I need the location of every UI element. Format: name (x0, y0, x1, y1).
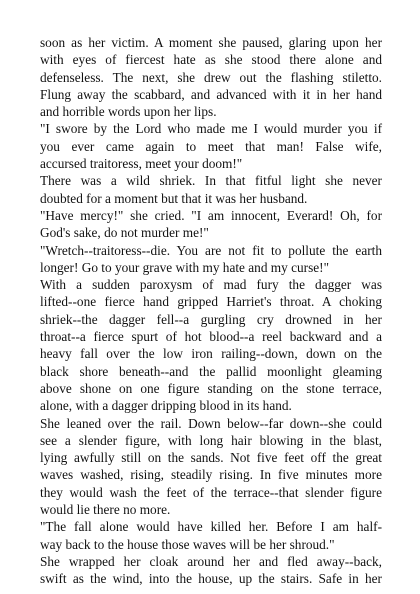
text-line: you ever came again to meet that man! False wife, (40, 138, 382, 154)
text-line: longer! Go to your grave with my hate and my curse!" (40, 259, 330, 275)
text-line: black shore beneath--and the pallid moonlight gleaming (40, 363, 382, 379)
body-text (40, 34, 382, 588)
text-line: She wrapped her cloak around her and fled away--back, (40, 553, 382, 569)
text-line: "Have mercy!" she cried. "I am innocent, Everard! Oh, for (40, 207, 382, 223)
text-line: lifted--one fierce hand gripped Harriet's throat. A choking (40, 294, 382, 310)
text-line: alone, with a dagger dripping blood in its hand. (40, 398, 292, 414)
text-line: "I swore by the Lord who made me I would murder you if (40, 121, 382, 137)
text-line: throat--a fierce spurt of hot blood--a reel backward and a (40, 329, 382, 345)
text-line: God's sake, do not murder me!" (40, 225, 209, 241)
text-line: Flung away the scabbard, and advanced with it in her hand (40, 86, 382, 102)
text-line: With a sudden paroxysm of mad fury the dagger was (40, 277, 382, 293)
text-line: see a slender figure, with long hair blowing in the blast, (40, 432, 382, 448)
text-line: accursed traitoress, meet your doom!" (40, 156, 243, 172)
text-line: swift as the wind, into the house, up the stairs. Safe in her (40, 571, 382, 587)
text-line: defenseless. The next, she drew out the flashing stiletto. (40, 69, 382, 85)
text-line: way back to the house those waves will be her shroud." (40, 536, 335, 552)
text-line: above shone on one figure standing on the stone terrace, (40, 380, 382, 396)
text-line: "The fall alone would have killed her. Before I am half- (40, 519, 382, 535)
text-line: and horrible words upon her lips. (40, 104, 217, 120)
text-line: doubted for a moment but that it was her husband. (40, 190, 308, 206)
text-line: soon as her victim. A moment she paused, glaring upon her (40, 35, 382, 50)
text-line: waves washed, rising, steadily rising. In five minutes more (40, 467, 382, 483)
text-line: "Wretch--traitoress--die. You are not fit to pollute the earth (40, 242, 382, 258)
text-line: with eyes of fiercest hate as she stood there alone and (40, 52, 382, 68)
text-line: There was a wild shriek. In that fitful light she never (40, 173, 382, 189)
text-line: lying awfully still on the sands. Not five feet off the great (40, 450, 382, 466)
text-line: they would wash the feet of the terrace--that slender figure (40, 484, 382, 500)
text-line: She leaned over the rail. Down below--far down--she could (40, 415, 382, 431)
text-line: heavy fall over the low iron railing--down, down on the (40, 346, 382, 362)
text-line: shriek--the dagger fell--a gurgling cry drowned in her (40, 311, 382, 327)
text-line: would lie there no more. (40, 502, 171, 518)
